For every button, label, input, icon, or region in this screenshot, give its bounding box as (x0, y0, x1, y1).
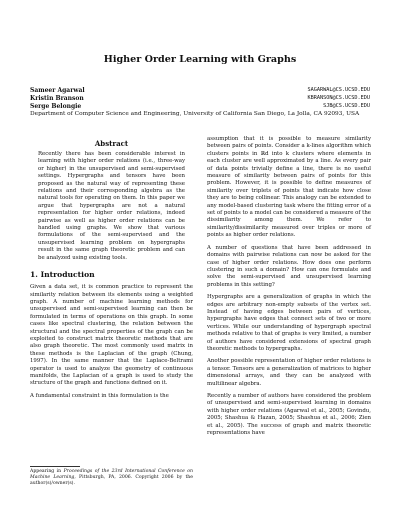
footnote-venue: Proceedings of the 23rd International Conference on Machine Learning (30, 469, 193, 481)
left-column (30, 136, 193, 405)
abstract-text: Recently there has been considerable interest in learning with higher order relations (i.e., three-way or higher) in the unsupervised and semi-supervised settings. Hypergraphs and tensors have been proposed as the natural way of representing these relations and their corresponding algebra as the natural tools for operating on them. In this paper we argue that hypergraphs are not a natural representation for higher order relations, indeed pairwise as well as higher order relations can be handled using graphs. We show that various formulations of the semi-supervised and the unsupervised learning problem on hypergraphs result in the same graph theoretic problem and can be analyzed using existing tools. (38, 151, 185, 261)
author-name: Kristin Branson (30, 95, 84, 102)
footnote (30, 469, 193, 488)
section-heading: 1. Introduction (30, 270, 95, 280)
footnote-suffix: , Pittsburgh, PA, 2006. Copyright 2006 by the author(s)/owner(s). (30, 475, 193, 487)
affiliation: Department of Computer Science and Engineering, University of California San Diego, La Jolla, CA 92093, USA (30, 111, 360, 117)
footnote-prefix: Appearing in (30, 469, 64, 474)
author-email: KBRANSON@CS.UCSD.EDU (307, 95, 370, 101)
author-name: Serge Belongie (30, 103, 82, 110)
paper-title: Higher Order Learning with Graphs (103, 54, 297, 65)
paragraph: assumption that it is possible to measure similarity between pairs of points. Consider a k-lines algorithm which clusters points in ℝd into k clusters where elements in each cluster are well approximated by a line. As every pair of data points trivially define a line, there is no useful measure of similarity between pairs of points for this problem. However, it is possible to define measures of similarity over triplets of points that indicate how close they are to being collinear. This analogy can be extended to any model-based clustering task where the fitting error of a set of points to a model can be considered a measure of the dissimilarity among them. We refer to similarity/dissimilarity measured over triples or more of points as higher order relations. (207, 136, 371, 239)
author-email: SAGARWAL@CS.UCSD.EDU (307, 87, 370, 93)
author-name: Sameer Agarwal (30, 87, 85, 94)
paragraph: A number of questions that have been addressed in domains with pairwise relations can now be asked for the case of higher order relations. How does one perform clustering in such a domain? How can one formulate and solve the semi-supervised and unsupervised learning problems in this setting? (207, 244, 371, 288)
paragraph: Given a data set, it is common practice to represent the similarity relation between its elements using a weighted graph. A number of machine learning methods for unsupervised and semi-supervised learning can then be formulated in terms of operations on this graph. In some cases like spectral clustering, the relation between the structural and the spectral properties of the graph can be exploited to construct matrix theoretic methods that are also graph theoretic. The most commonly used matrix in these methods is the Laplacian of the graph (Chung, 1997). In the same manner that the Laplace-Beltrami operator is used to analyze the geometry of continuous manifolds, the Laplacian of a graph is used to study the structure of the graph and functions defined on it. (30, 284, 193, 387)
right-column (207, 136, 371, 442)
abstract-heading: Abstract (94, 139, 129, 148)
paragraph: A fundamental constraint in this formulation is the (30, 392, 169, 399)
paragraph: Recently a number of authors have considered the problem of unsupervised and semi-supervised learning in domains with higher order relations (Agarwal et al., 2005; Govindu, 2005; Shashua & Hazan, 2005; Shashua et al., 2006; Zien et al., 2005). The success of graph and matrix theoretic representations have (207, 393, 371, 437)
footnote-rule (30, 466, 80, 467)
author-email: SJB@CS.UCSD.EDU (323, 103, 370, 109)
paragraph: Another possible representation of higher order relations is a tensor. Tensors are a generalization of matrices to higher dimensional arrays, and they can be analyzed with multilinear algebra. (207, 358, 371, 387)
paragraph: Hypergraphs are a generalization of graphs in which the edges are arbitrary non-empty subsets of the vertex set. Instead of having edges between pairs of vertices, hypergraphs have edges that connect sets of two or more vertices. While our understanding of hypergraph spectral methods relative to that of graphs is very limited, a number of authors have considered extensions of spectral graph theoretic methods to hypergraphs. (207, 294, 371, 352)
